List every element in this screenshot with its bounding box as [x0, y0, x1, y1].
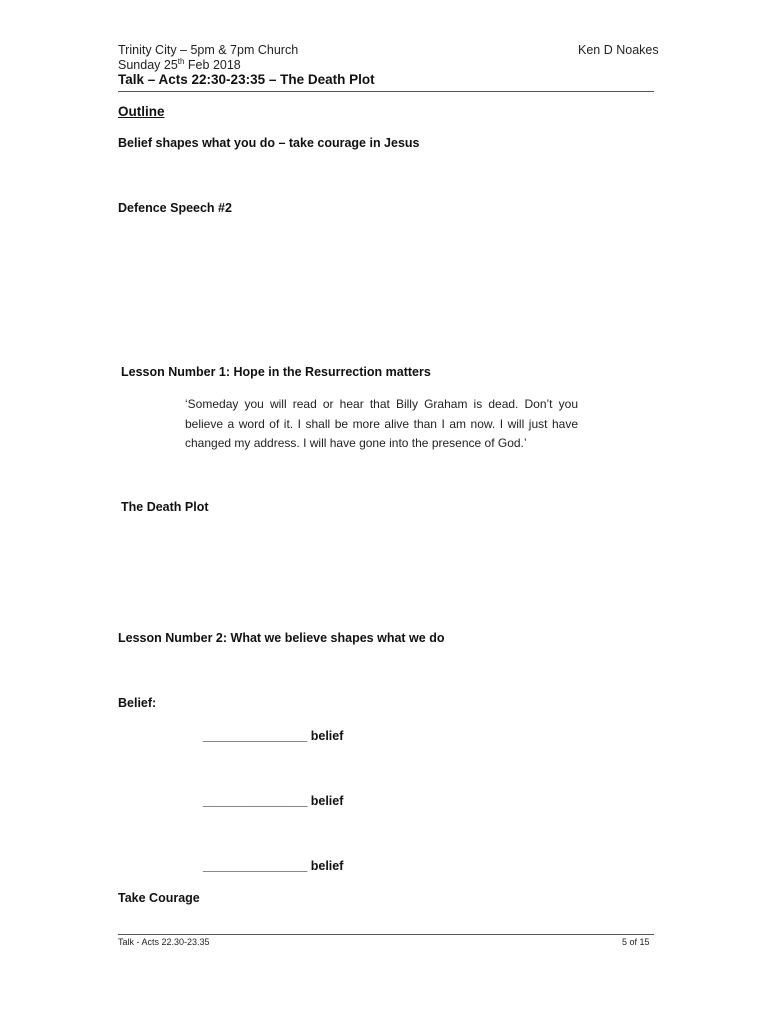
footer-doc-title: Talk - Acts 22.30-23.35: [118, 937, 210, 947]
header-rule: [118, 91, 654, 92]
section-lesson-1: Lesson Number 1: Hope in the Resurrection matters: [121, 365, 431, 379]
belief-blank-1: _______________ belief: [203, 729, 344, 743]
section-take-courage: Take Courage: [118, 891, 200, 905]
billy-graham-quote: ‘Someday you will read or hear that Billy Graham is dead. Don’t you believe a word of it. I shall be more alive than I am now. I will just have changed my address. I will have gone into the presence of God.’: [185, 397, 578, 450]
church-line: Trinity City – 5pm & 7pm Church: [118, 43, 299, 57]
date-suffix: Feb 2018: [184, 58, 241, 72]
author-name: Ken D Noakes: [578, 43, 659, 57]
belief-blank-3: _______________ belief: [203, 859, 344, 873]
section-belief: Belief:: [118, 696, 157, 710]
section-death-plot: The Death Plot: [121, 500, 209, 514]
section-lesson-2: Lesson Number 2: What we believe shapes what we do: [118, 631, 445, 645]
footer-rule: [118, 934, 654, 935]
talk-title: Talk – Acts 22:30-23:35 – The Death Plot: [118, 72, 375, 87]
date-suffix-sup: th: [177, 56, 185, 66]
page-number: 5 of 15: [622, 937, 650, 947]
belief-blank-2: _______________ belief: [203, 794, 344, 808]
outline-heading: Outline: [118, 104, 165, 119]
talk-date: [118, 58, 241, 72]
section-defence-speech: Defence Speech #2: [118, 201, 232, 215]
date-prefix: Sunday 25: [118, 58, 178, 72]
section-belief-shapes: Belief shapes what you do – take courage in Jesus: [118, 136, 420, 150]
